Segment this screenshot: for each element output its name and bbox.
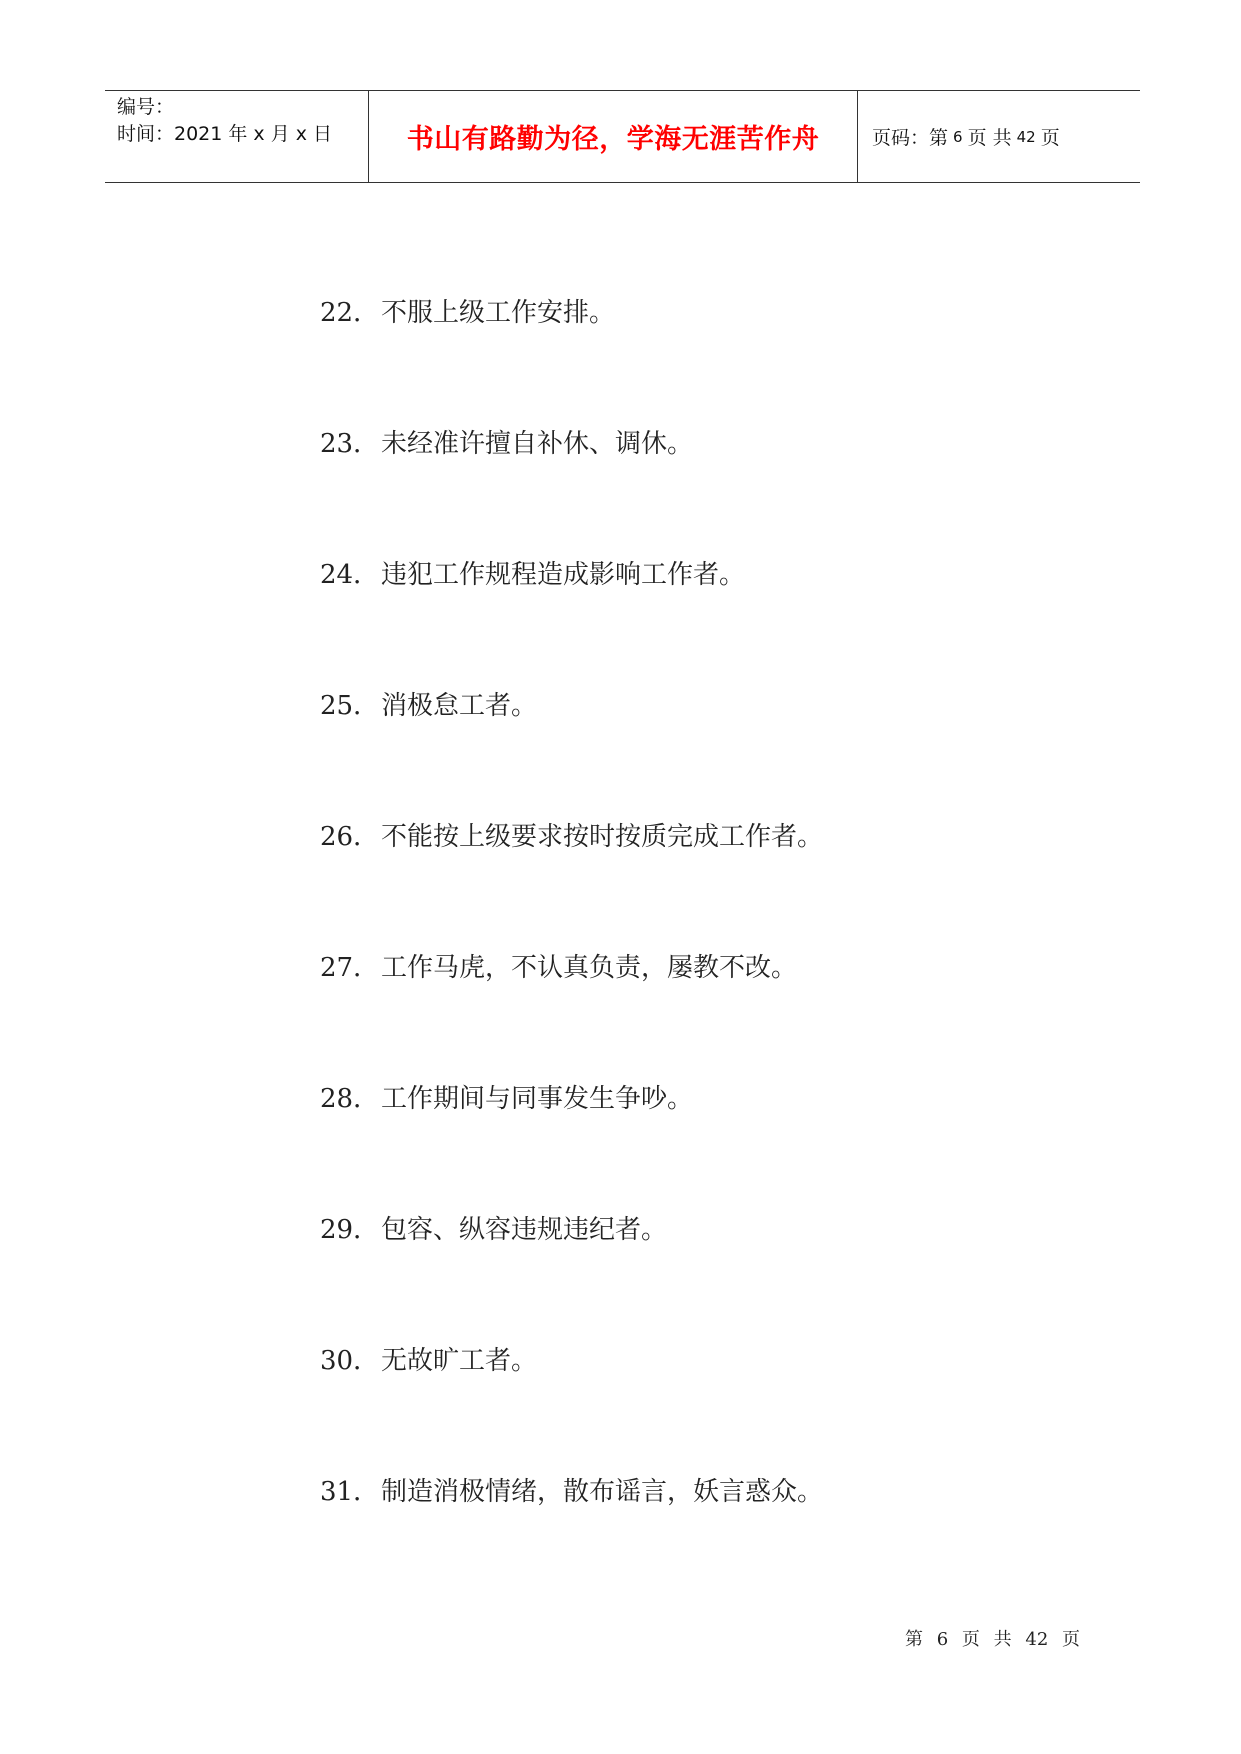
list-item [320, 685, 537, 722]
item-number: 28． [320, 1084, 380, 1114]
page-header [105, 90, 1140, 183]
item-text: 无故旷工者。 [381, 1346, 538, 1376]
header-motto: 书山有路勤为径，学海无涯苦作舟 [406, 124, 820, 155]
footer-word-di: 第 [905, 1629, 923, 1650]
footer-current-page: 6 [936, 1629, 949, 1650]
item-text: 制造消极情绪，散布谣言，妖言惑众。 [381, 1477, 824, 1507]
header-divider-right [857, 90, 858, 183]
item-text: 消极怠工者。 [381, 691, 538, 721]
item-number: 25． [320, 691, 380, 721]
item-text: 不服上级工作安排。 [381, 298, 616, 328]
header-page-indicator [872, 90, 1140, 183]
item-number: 27． [320, 953, 380, 983]
item-text: 工作马虎，不认真负责，屡教不改。 [381, 953, 798, 983]
item-number: 29． [320, 1215, 380, 1245]
list-item [320, 292, 615, 329]
document-time-label: 时间：2021 年 x 月 x 日 [117, 123, 333, 145]
list-item [320, 554, 745, 591]
list-item [320, 816, 823, 853]
footer-total-pages: 42 [1025, 1629, 1049, 1650]
list-item [320, 1471, 823, 1508]
item-text: 违犯工作规程造成影响工作者。 [381, 560, 746, 590]
item-text: 不能按上级要求按时按质完成工作者。 [381, 822, 824, 852]
page-footer [905, 1625, 1088, 1651]
item-number: 30． [320, 1346, 380, 1376]
item-number: 24． [320, 560, 380, 590]
item-number: 26． [320, 822, 380, 852]
item-number: 31． [320, 1477, 380, 1507]
footer-word-gong: 共 [993, 1629, 1012, 1650]
page-mid: 页 共 [967, 127, 1012, 149]
item-number: 23． [320, 429, 380, 459]
footer-word-ye-end: 页 [1062, 1629, 1081, 1650]
page-prefix: 页码：第 [872, 127, 949, 149]
list-item [320, 423, 693, 460]
list-item [320, 1340, 537, 1377]
page-suffix: 页 [1040, 127, 1060, 149]
item-text: 包容、纵容违规违纪者。 [381, 1215, 668, 1245]
list-item [320, 1209, 667, 1246]
document-number-label: 编号： [117, 96, 175, 118]
page-current: 6 [953, 127, 963, 146]
item-number: 22． [320, 298, 380, 328]
item-text: 未经准许擅自补休、调休。 [381, 429, 694, 459]
list-item [320, 1078, 693, 1115]
header-meta [117, 94, 362, 148]
page-total: 42 [1016, 127, 1036, 146]
footer-word-ye: 页 [961, 1629, 980, 1650]
list-item [320, 947, 797, 984]
item-text: 工作期间与同事发生争吵。 [381, 1084, 694, 1114]
